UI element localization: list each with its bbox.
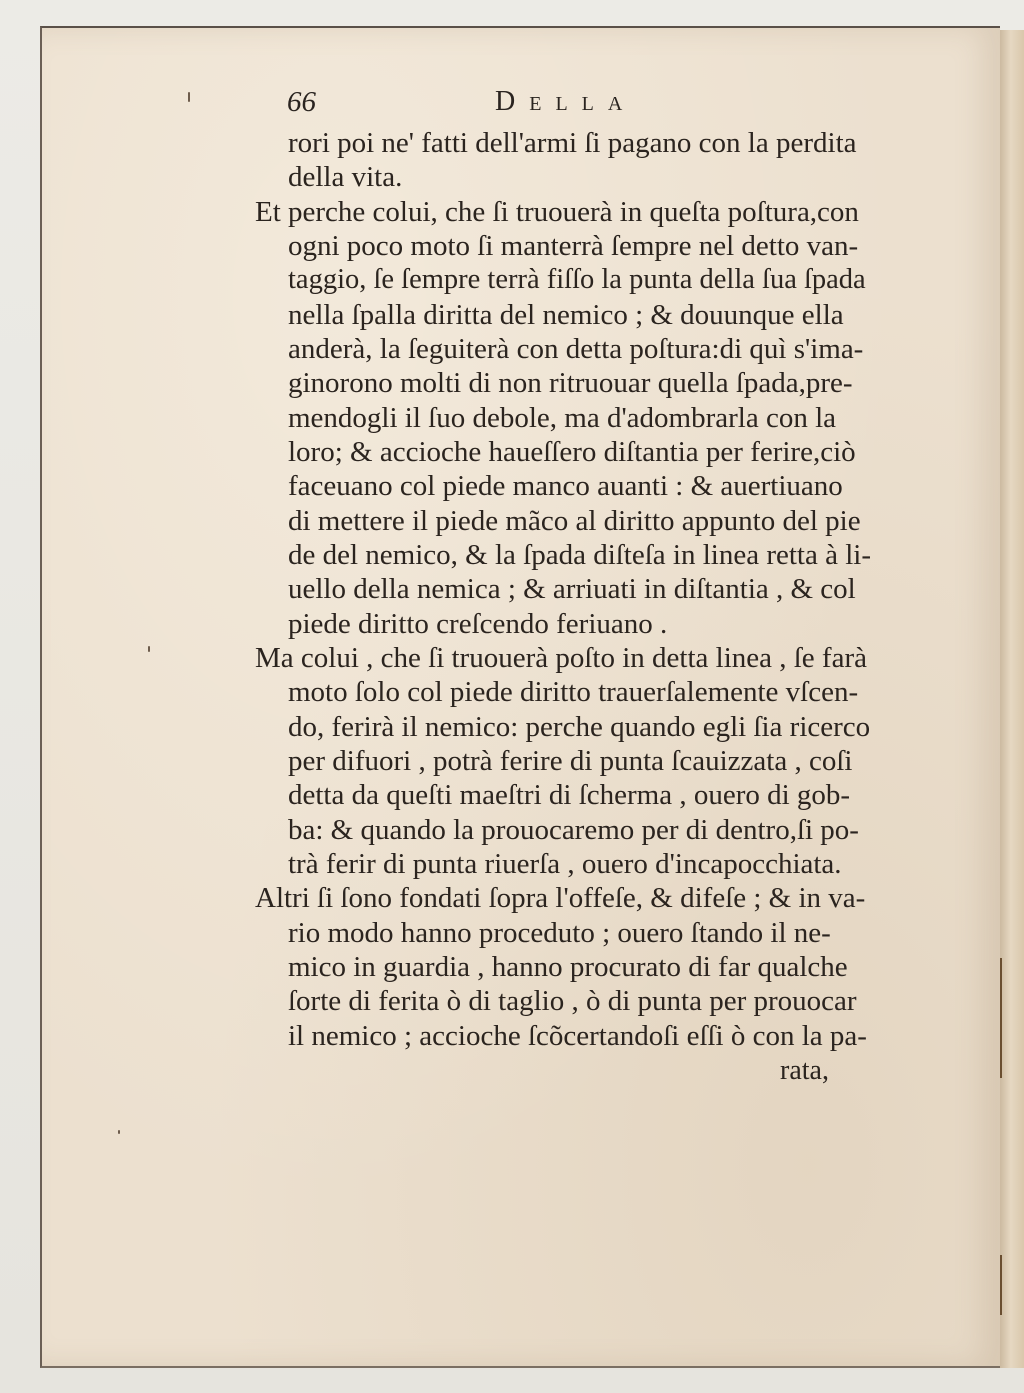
running-head [287,86,647,126]
text-line: nella ſpalla diritta del nemico ; & douunque ella [288,299,844,331]
spine-mark [1000,958,1002,1078]
text-line: anderà, la ſeguiterà con detta poſtura:di quì s'ima- [288,333,864,365]
next-page-edge [998,30,1024,1368]
paper-speck [148,646,150,652]
text-line: taggio, ſe ſempre terrà fiſſo la punta della ſua ſpada [288,264,866,295]
text-line: della vita. [288,161,403,193]
text-line: il nemico ; accioche ſcõcertandoſi eſſi ò con la pa- [288,1020,867,1052]
text-line: uello della nemica ; & arriuati in diſtantia , & col [288,573,856,605]
text-line: piede diritto creſcendo feriuano . [288,608,668,640]
text-line: moto ſolo col piede diritto trauerſalemente vſcen- [288,676,859,708]
text-line: rori poi ne' fatti dell'armi ſi pagano con la perdita [288,127,857,159]
text-line: Altri ſi ſono fondati ſopra l'offeſe, & difeſe ; & in va- [255,882,866,914]
text-line: faceuano col piede manco auanti : & auertiuano [288,470,843,502]
text-line: rio modo hanno proceduto ; ouero ſtando il ne- [288,917,831,949]
spine-mark [1000,1255,1002,1315]
catchword: rata, [780,1055,829,1086]
text-line: Ma colui , che ſi truouerà poſto in detta linea , ſe farà [255,642,867,674]
text-line: Et perche colui, che ſi truouerà in queſta poſtura,con [255,196,859,228]
text-line: ſorte di ferita ò di taglio , ò di punta per prouocar [288,985,857,1017]
text-line: mico in guardia , hanno procurato di far qualche [288,951,848,983]
text-line: ogni poco moto ſi manterrà ſempre nel detto van- [288,230,859,262]
text-line: ba: & quando la prouocaremo per di dentro,ſi po- [288,814,859,846]
text-line: mendogli il ſuo debole, ma d'adombrarla con la [288,402,837,434]
text-line: de del nemico, & la ſpada diſteſa in linea retta à li- [288,539,871,571]
text-line: detta da queſti maeſtri di ſcherma , ouero di gob- [288,779,851,811]
text-line: loro; & accioche haueſſero diſtantia per ferire,ciò [288,436,856,468]
text-line: trà ferir di punta riuerſa , ouero d'incapocchiata. [288,848,842,880]
text-line: di mettere il piede mãco al diritto appunto del pie [288,505,861,537]
text-line: ginorono molti di non ritruouar quella ſpada,pre- [288,367,853,399]
text-line: do, ferirà il nemico: perche quando egli ſia ricerco [288,711,871,743]
page-number: 66 [287,86,316,118]
paper-speck [188,92,190,102]
running-head-title: Della [495,86,637,117]
paper-speck [118,1130,120,1134]
text-line: per difuori , potrà ferire di punta ſcauizzata , coſi [288,745,853,777]
